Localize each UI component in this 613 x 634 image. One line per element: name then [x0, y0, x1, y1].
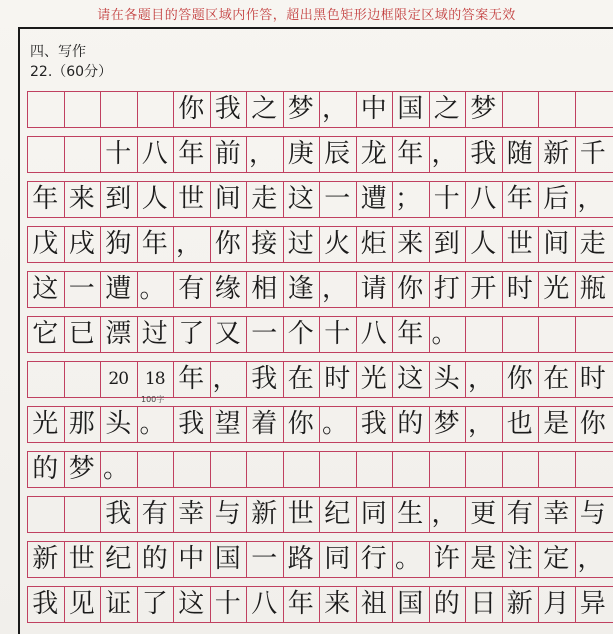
handwritten-char: 也 [506, 409, 533, 439]
handwritten-char [538, 316, 575, 353]
handwritten-char: ， [577, 184, 604, 214]
handwritten-char: 18 [144, 369, 165, 389]
handwritten-char: 年 [287, 589, 314, 619]
section-title: 四、写作 [30, 44, 86, 60]
handwritten-char: 梦 [470, 94, 497, 124]
handwritten-line [27, 406, 611, 443]
handwritten-char: 世 [68, 544, 95, 574]
handwritten-char: 光 [543, 274, 570, 304]
handwritten-char [137, 91, 174, 128]
handwritten-char: 狗 [105, 229, 132, 259]
handwritten-char: 龙 [360, 139, 387, 169]
grid-row [27, 271, 613, 310]
handwritten-char: 来 [324, 589, 351, 619]
handwritten-char: 我 [251, 364, 278, 394]
handwritten-char: 。 [431, 319, 458, 349]
handwritten-line [27, 361, 611, 398]
handwritten-char: 走 [579, 229, 606, 259]
handwritten-char: 遭 [360, 184, 387, 214]
handwritten-char: 国 [397, 94, 424, 124]
handwritten-char: 世 [287, 499, 314, 529]
handwritten-char: 世 [178, 184, 205, 214]
handwritten-char: 十 [105, 139, 132, 169]
handwritten-char: 年 [397, 139, 424, 169]
handwritten-char [283, 451, 320, 488]
handwritten-char: 过 [141, 319, 168, 349]
grid-row [27, 586, 613, 625]
handwritten-char [538, 91, 575, 128]
handwritten-char: 遭 [105, 274, 132, 304]
handwritten-char [429, 451, 466, 488]
handwritten-char: 与 [214, 499, 241, 529]
grid-row [27, 91, 613, 130]
handwritten-char [465, 451, 502, 488]
handwritten-char: 许 [433, 544, 460, 574]
handwritten-char: 缘 [214, 274, 241, 304]
handwritten-char: 年 [178, 139, 205, 169]
handwritten-char: 逢 [287, 274, 314, 304]
handwritten-char [64, 136, 101, 173]
handwritten-char: 新 [543, 139, 570, 169]
handwritten-char: 你 [397, 274, 424, 304]
handwritten-line [27, 181, 611, 218]
handwritten-line [27, 91, 611, 128]
handwritten-char: 这 [32, 274, 59, 304]
handwritten-char: 同 [360, 499, 387, 529]
handwritten-char: 新 [32, 544, 59, 574]
answer-area-notice: 请在各题目的答题区域内作答，超出黑色矩形边框限定区域的答案无效 [97, 8, 516, 23]
handwritten-char: 生 [397, 499, 424, 529]
handwritten-char: 年 [32, 184, 59, 214]
handwritten-char: ， [322, 274, 349, 304]
handwritten-char: 接 [251, 229, 278, 259]
handwritten-char: ， [468, 409, 495, 439]
handwritten-char: 一 [68, 274, 95, 304]
handwritten-char: 之 [251, 94, 278, 124]
handwritten-char: 行 [360, 544, 387, 574]
handwritten-char: ， [577, 544, 604, 574]
handwritten-char: 光 [360, 364, 387, 394]
handwritten-char: 后 [543, 184, 570, 214]
handwritten-char: 到 [105, 184, 132, 214]
handwritten-char: ， [431, 499, 458, 529]
word-count-marker: 100字 [141, 395, 165, 404]
handwritten-char: 炬 [360, 229, 387, 259]
handwritten-char [27, 361, 64, 398]
handwritten-char: 幸 [543, 499, 570, 529]
handwritten-char: 戌 [68, 229, 95, 259]
handwritten-char [502, 451, 539, 488]
handwritten-char: 的 [397, 409, 424, 439]
handwritten-char: 证 [105, 589, 132, 619]
handwritten-char: 这 [178, 589, 205, 619]
handwritten-char: 。 [322, 409, 349, 439]
handwritten-char: 幸 [178, 499, 205, 529]
handwritten-char: 了 [141, 589, 168, 619]
handwritten-char: 八 [251, 589, 278, 619]
handwritten-char [502, 91, 539, 128]
handwritten-char: 的 [32, 454, 59, 484]
handwritten-char: 八 [360, 319, 387, 349]
handwritten-char: 新 [251, 499, 278, 529]
grid-row [27, 136, 613, 175]
handwritten-char: 梦 [68, 454, 95, 484]
handwritten-char: 祖 [360, 589, 387, 619]
handwritten-char: 到 [433, 229, 460, 259]
grid-row [27, 451, 613, 490]
handwritten-char: ， [176, 229, 203, 259]
handwritten-char: 头 [433, 364, 460, 394]
handwritten-char: 十 [433, 184, 460, 214]
handwritten-line [27, 496, 611, 533]
handwritten-char [575, 316, 612, 353]
handwritten-char: 间 [214, 184, 241, 214]
handwritten-char [502, 316, 539, 353]
handwritten-char: 是 [470, 544, 497, 574]
handwritten-char: 了 [178, 319, 205, 349]
handwritten-char: ， [249, 139, 276, 169]
handwritten-char [575, 451, 612, 488]
handwritten-char: 辰 [324, 139, 351, 169]
handwritten-char: 火 [324, 229, 351, 259]
handwritten-char: 你 [506, 364, 533, 394]
handwritten-char: 来 [397, 229, 424, 259]
handwritten-char: 的 [433, 589, 460, 619]
handwritten-char: 着 [251, 409, 278, 439]
handwritten-char: 国 [214, 544, 241, 574]
handwritten-line [27, 316, 611, 353]
handwritten-char [246, 451, 283, 488]
handwritten-char: 年 [141, 229, 168, 259]
handwritten-char: 头 [105, 409, 132, 439]
handwritten-char: 年 [397, 319, 424, 349]
handwritten-char: 我 [360, 409, 387, 439]
handwritten-char: 你 [287, 409, 314, 439]
handwritten-char: 梦 [287, 94, 314, 124]
handwritten-char: 走 [251, 184, 278, 214]
handwritten-char: 纪 [105, 544, 132, 574]
handwritten-char: 十 [324, 319, 351, 349]
handwritten-char: 20 [108, 369, 129, 389]
handwritten-char: 庚 [287, 139, 314, 169]
handwritten-char: 我 [178, 409, 205, 439]
grid-row [27, 316, 613, 355]
handwritten-char [64, 496, 101, 533]
composition-grid [27, 91, 613, 631]
handwritten-char: 在 [543, 364, 570, 394]
handwritten-char [538, 451, 575, 488]
handwritten-char: 日 [470, 589, 497, 619]
handwritten-line [27, 136, 611, 173]
handwritten-char: ， [212, 364, 239, 394]
handwritten-line [27, 451, 611, 488]
handwritten-char: 随 [506, 139, 533, 169]
handwritten-line [27, 586, 611, 623]
handwritten-char: 异 [579, 589, 606, 619]
handwritten-char: 望 [214, 409, 241, 439]
handwritten-char [356, 451, 393, 488]
handwritten-char: 我 [105, 499, 132, 529]
handwritten-char: 我 [470, 139, 497, 169]
handwritten-char [27, 91, 64, 128]
handwritten-char [27, 496, 64, 533]
handwritten-char: 时 [506, 274, 533, 304]
handwritten-char: 新 [506, 589, 533, 619]
handwritten-char: 千 [579, 139, 606, 169]
handwritten-line [27, 226, 611, 263]
grid-row [27, 181, 613, 220]
handwritten-char: 一 [251, 544, 278, 574]
handwritten-char: 人 [141, 184, 168, 214]
handwritten-char: 戊 [32, 229, 59, 259]
grid-row [27, 226, 613, 265]
handwritten-char: 人 [470, 229, 497, 259]
handwritten-char: 已 [68, 319, 95, 349]
handwritten-char: 之 [433, 94, 460, 124]
handwritten-char: 一 [251, 319, 278, 349]
handwritten-char: 打 [433, 274, 460, 304]
handwritten-char: 。 [139, 274, 166, 304]
handwritten-char: 有 [506, 499, 533, 529]
handwritten-char: 有 [141, 499, 168, 529]
handwritten-char: 过 [287, 229, 314, 259]
handwritten-line [27, 271, 611, 308]
handwritten-char: 你 [214, 229, 241, 259]
handwritten-char: 在 [287, 364, 314, 394]
handwritten-char: 一 [324, 184, 351, 214]
handwritten-char [465, 316, 502, 353]
grid-row [27, 496, 613, 535]
handwritten-char [575, 91, 612, 128]
handwritten-char: 漂 [105, 319, 132, 349]
handwritten-char: 是 [543, 409, 570, 439]
handwritten-char: 。 [139, 409, 166, 439]
handwritten-char [210, 451, 247, 488]
handwritten-char: 光 [32, 409, 59, 439]
handwritten-char [173, 451, 210, 488]
question-number: 22.（60分） [30, 64, 113, 80]
handwritten-char: 这 [287, 184, 314, 214]
handwritten-char: 更 [470, 499, 497, 529]
handwritten-char: 开 [470, 274, 497, 304]
handwritten-char: 十 [214, 589, 241, 619]
handwritten-char: 请 [360, 274, 387, 304]
handwritten-char: 它 [32, 319, 59, 349]
handwritten-char: 国 [397, 589, 424, 619]
handwritten-char: 来 [68, 184, 95, 214]
handwritten-char: 你 [178, 94, 205, 124]
handwritten-char: 这 [397, 364, 424, 394]
handwritten-char: 时 [324, 364, 351, 394]
handwritten-char: 同 [324, 544, 351, 574]
handwritten-char: 你 [579, 409, 606, 439]
handwritten-char [64, 361, 101, 398]
handwritten-char: 时 [579, 364, 606, 394]
handwritten-char: ， [468, 364, 495, 394]
handwritten-char [319, 451, 356, 488]
handwritten-char [392, 451, 429, 488]
handwritten-char: 相 [251, 274, 278, 304]
handwritten-char: 的 [141, 544, 168, 574]
handwritten-char: 见 [68, 589, 95, 619]
handwritten-char: 。 [395, 544, 422, 574]
handwritten-char [137, 451, 174, 488]
handwritten-char: ； [395, 184, 422, 214]
handwritten-char: 路 [287, 544, 314, 574]
grid-row [27, 541, 613, 580]
handwritten-char: 。 [103, 454, 130, 484]
handwritten-char [64, 91, 101, 128]
handwritten-char: ， [322, 94, 349, 124]
handwritten-char: 与 [579, 499, 606, 529]
handwritten-char: 纪 [324, 499, 351, 529]
handwritten-char: 梦 [433, 409, 460, 439]
handwritten-char: 又 [214, 319, 241, 349]
handwritten-char: ， [431, 139, 458, 169]
handwritten-char: 月 [543, 589, 570, 619]
handwritten-char: 前 [214, 139, 241, 169]
handwritten-char: 年 [178, 364, 205, 394]
handwritten-char: 我 [32, 589, 59, 619]
grid-row [27, 361, 613, 400]
grid-row [27, 406, 613, 445]
handwritten-char: 八 [470, 184, 497, 214]
handwritten-char: 瓶 [579, 274, 606, 304]
handwritten-char [100, 91, 137, 128]
handwritten-char: 我 [214, 94, 241, 124]
handwritten-char: 年 [506, 184, 533, 214]
handwritten-char: 定 [543, 544, 570, 574]
handwritten-char: 中 [360, 94, 387, 124]
handwritten-char: 间 [543, 229, 570, 259]
handwritten-char: 有 [178, 274, 205, 304]
handwritten-char: 注 [506, 544, 533, 574]
handwritten-char: 那 [68, 409, 95, 439]
handwritten-char: 八 [141, 139, 168, 169]
handwritten-char: 个 [287, 319, 314, 349]
handwritten-line [27, 541, 611, 578]
handwritten-char: 中 [178, 544, 205, 574]
handwritten-char: 世 [506, 229, 533, 259]
handwritten-char [27, 136, 64, 173]
